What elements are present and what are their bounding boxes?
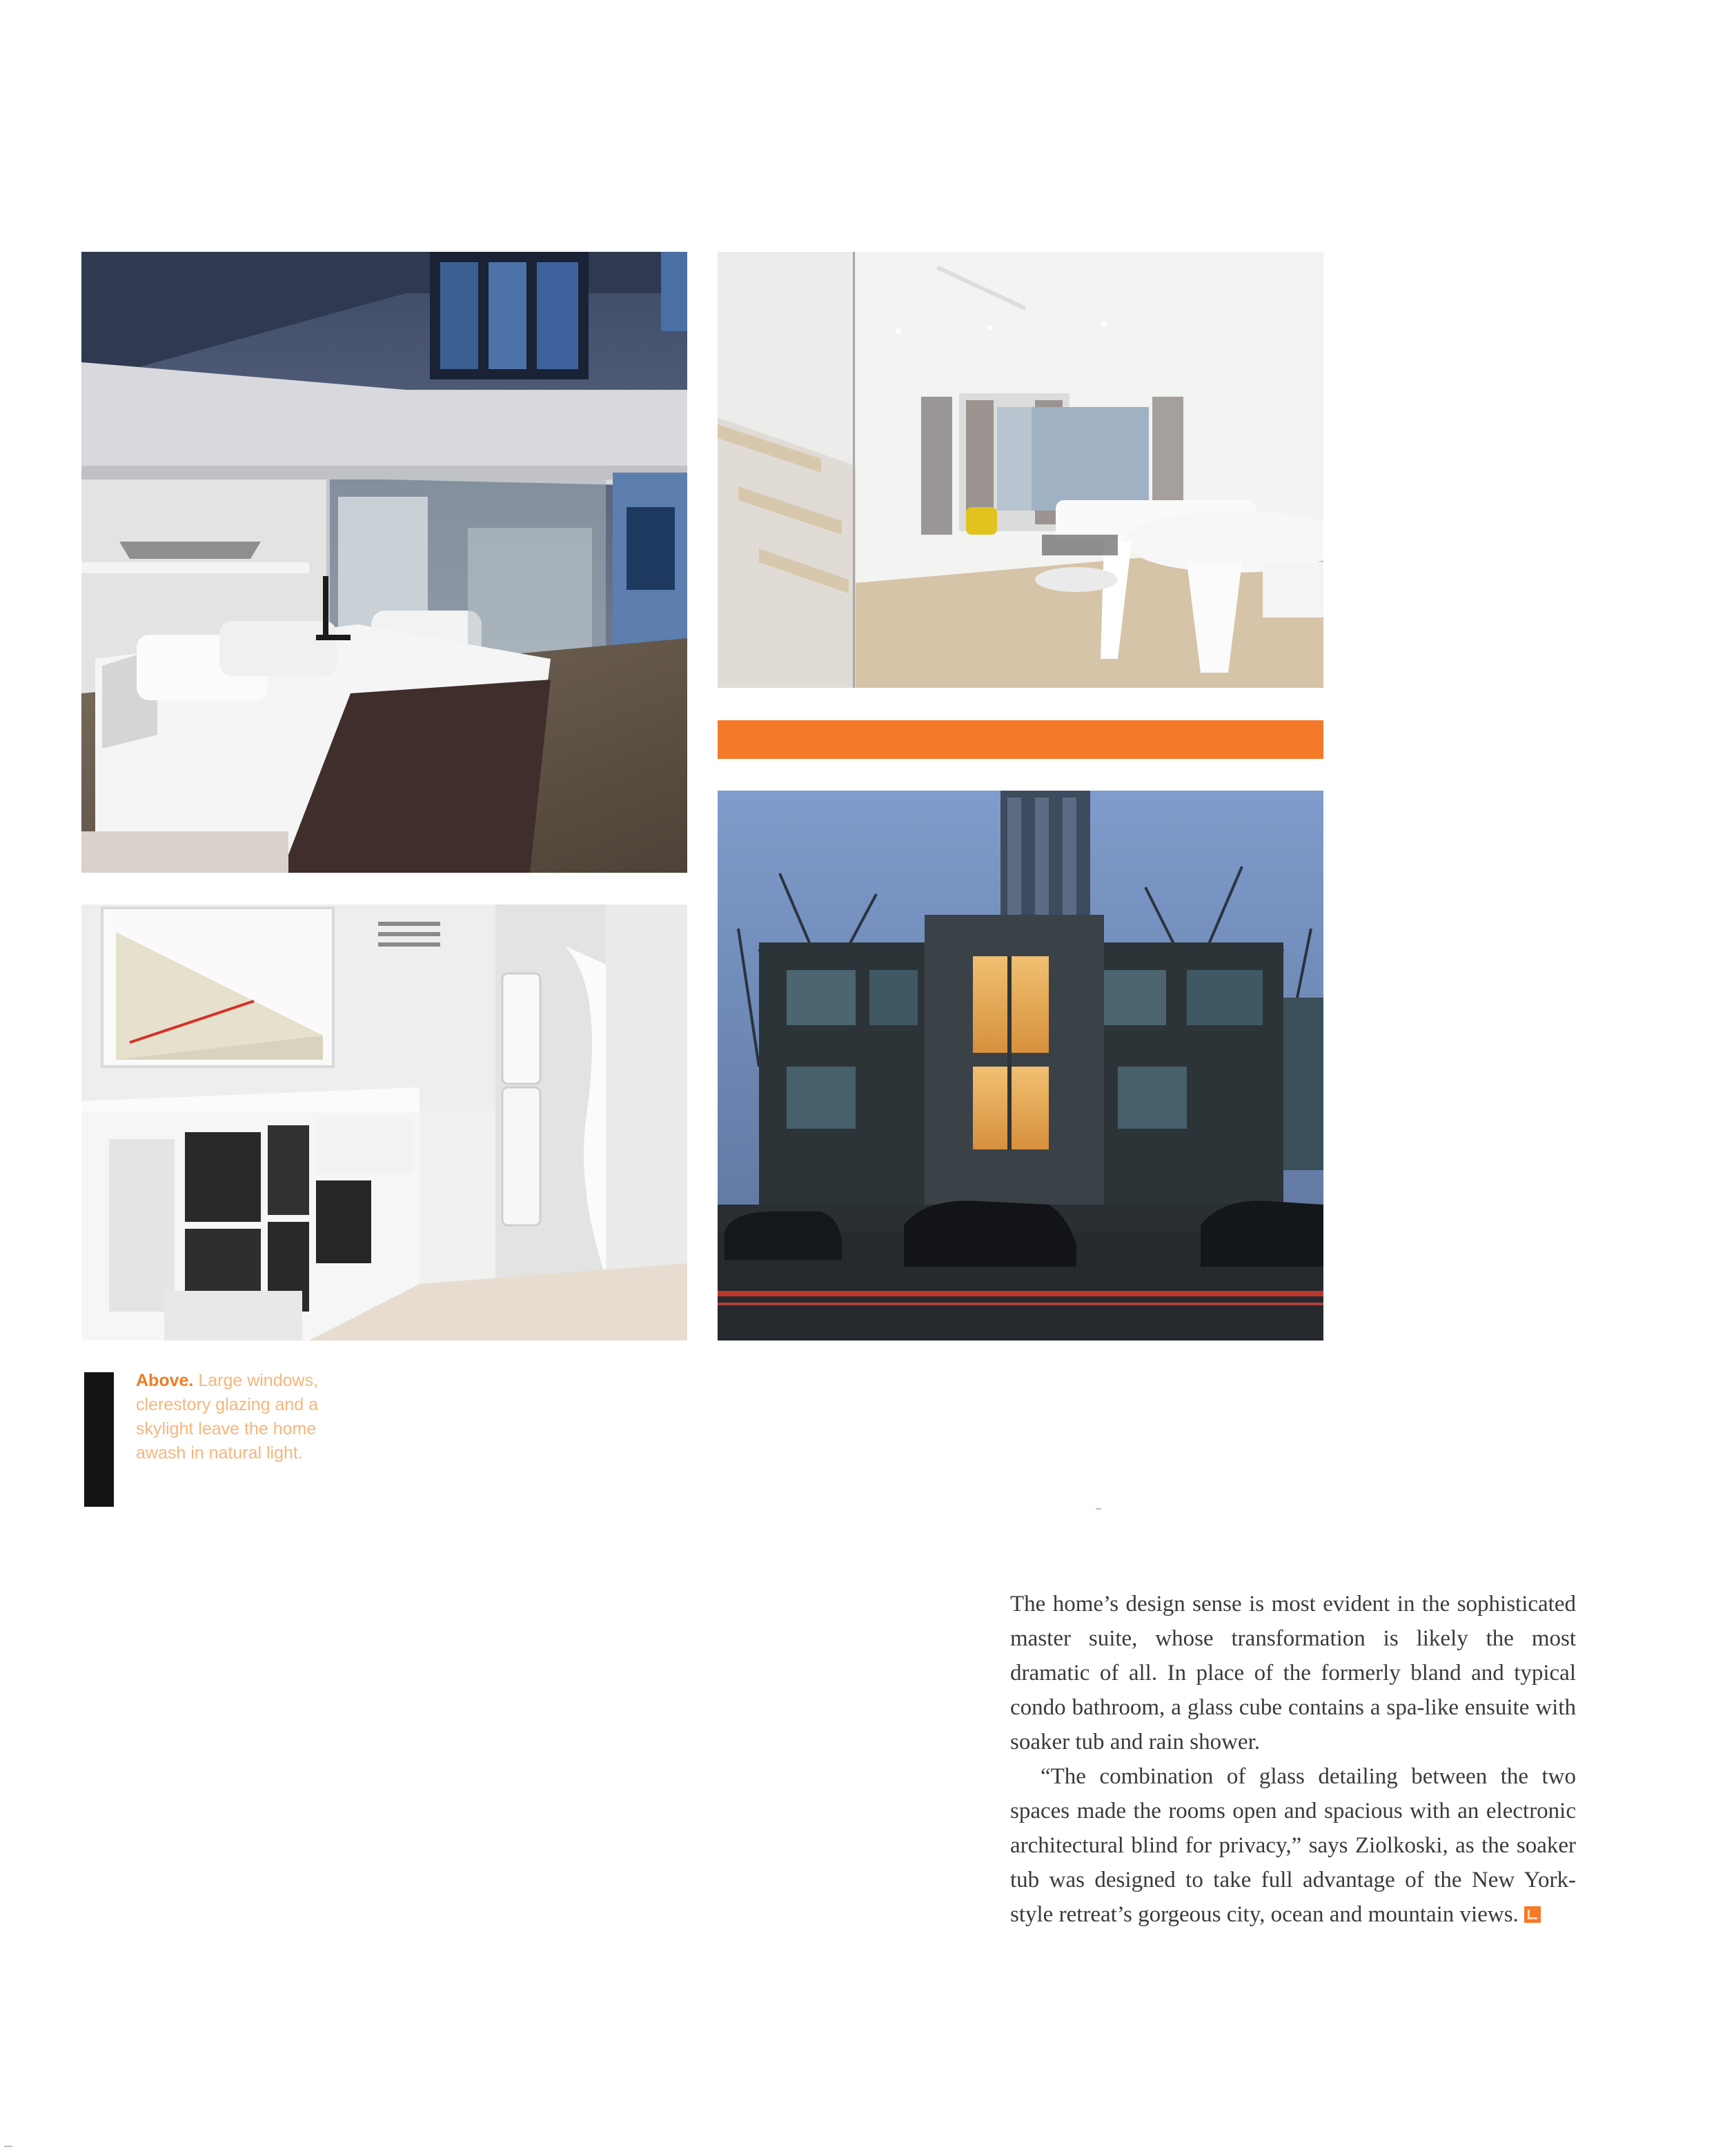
margin-tick bbox=[4, 2146, 12, 2147]
article-body bbox=[1010, 1587, 1576, 1932]
body-paragraph: The home’s design sense is most evident in the sophisticated master suite, whose transformation is likely the most dramatic of all. In place of the formerly bland and typical condo bathroom, a glass cube contains a spa-like ensuite with soaker tub and rain shower. bbox=[1010, 1592, 1576, 1754]
bedroom-photo bbox=[81, 252, 687, 873]
margin-tick bbox=[1096, 1508, 1101, 1510]
photo-caption bbox=[136, 1369, 343, 1465]
exterior-photo bbox=[718, 791, 1323, 1341]
caption-rule bbox=[84, 1372, 114, 1507]
body-paragraph-text: “The combination of glass detailing between the two spaces made the rooms open and spacious with an electronic architectural blind for privacy,” says Ziolkoski, as the soaker tub was designed to take full advantage of the New York-style retreat’s gorgeous city, ocean and mountain views. bbox=[1010, 1764, 1576, 1927]
accent-bar bbox=[718, 720, 1323, 759]
caption-text: Large windows, clerestory glazing and a skylight leave the home awash in natural light. bbox=[136, 1371, 319, 1463]
end-of-article-icon bbox=[1524, 1906, 1541, 1923]
body-paragraph bbox=[1010, 1759, 1576, 1932]
laundry-room-photo bbox=[81, 904, 687, 1341]
caption-lead: Above. bbox=[136, 1371, 194, 1390]
living-room-photo bbox=[718, 252, 1323, 688]
